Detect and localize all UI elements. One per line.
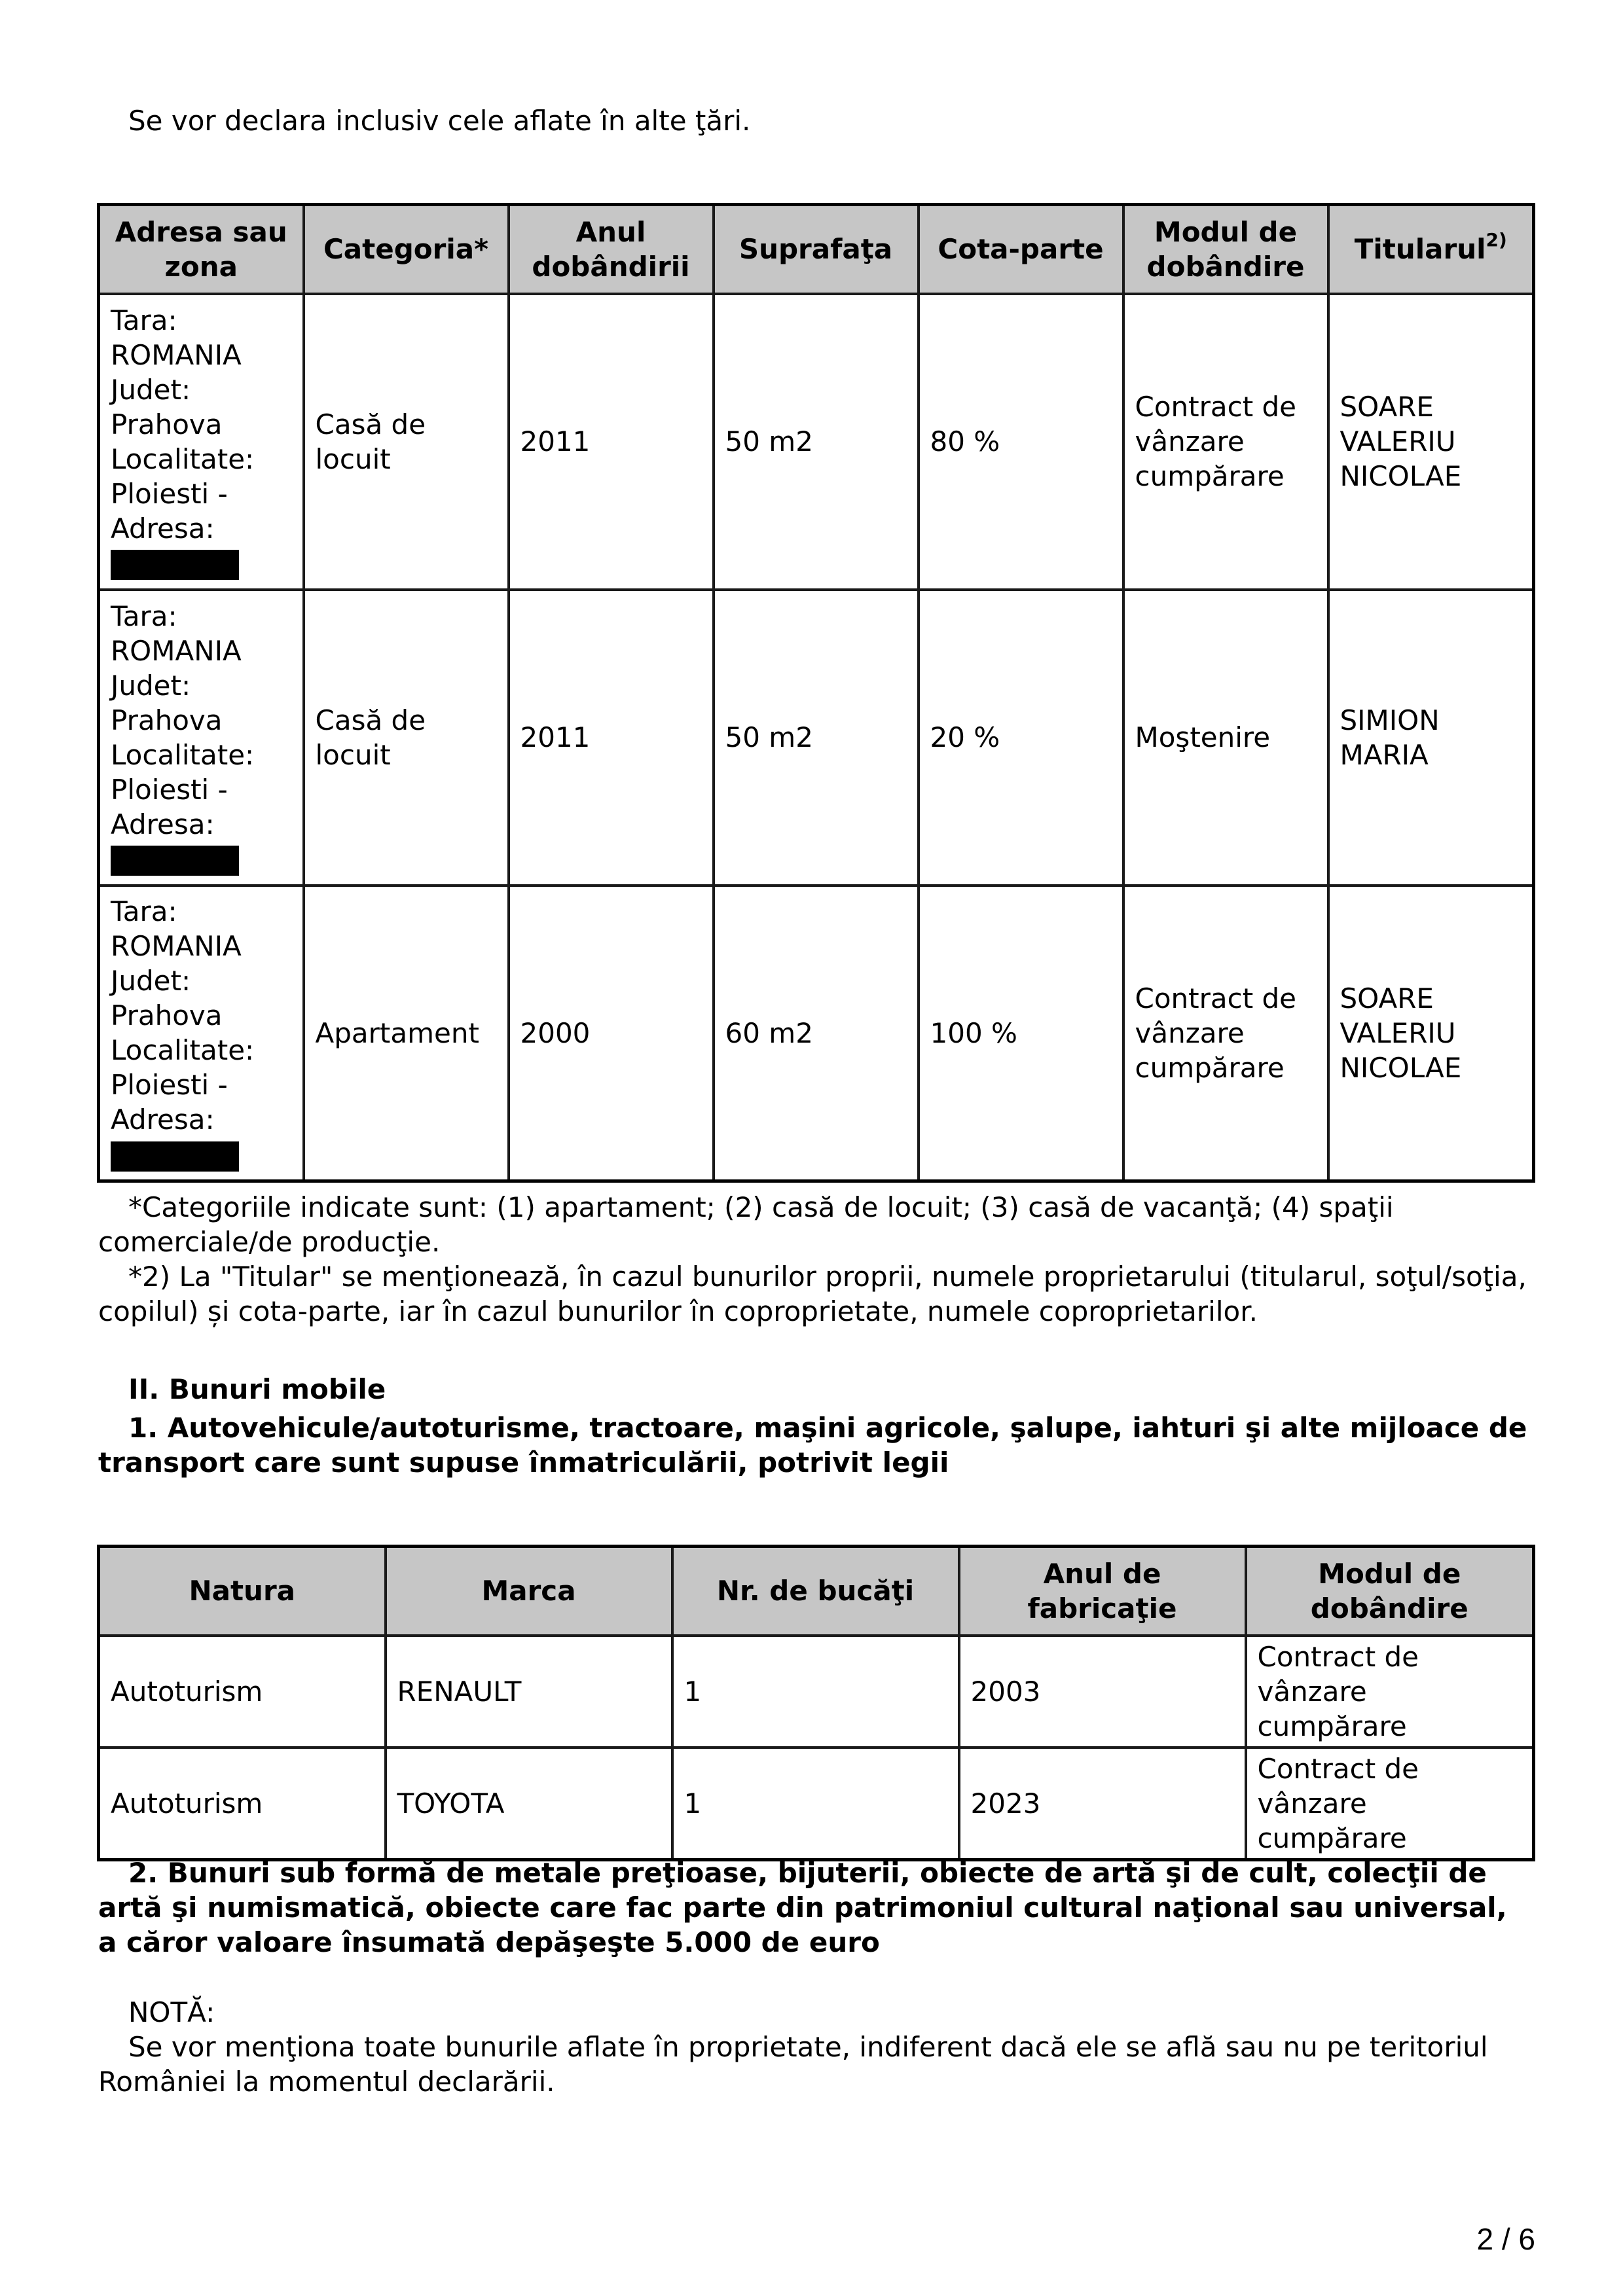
- page-number: 2 / 6: [1476, 2222, 1535, 2256]
- area-cell: 60 m2: [714, 886, 919, 1181]
- header-acquisition: Modul de dobândire: [1246, 1547, 1534, 1636]
- table-header-row: [99, 1547, 1534, 1636]
- table-row: [99, 1636, 1534, 1748]
- intro-note: Se vor declara inclusiv cele aflate în alte ţări.: [128, 105, 751, 137]
- share-cell: 80 %: [919, 294, 1123, 590]
- vehicles-table: [97, 1545, 1535, 1861]
- brand-cell: TOYOTA: [386, 1748, 672, 1860]
- table-row: [99, 294, 1534, 590]
- subsection-valuables-title: 2. Bunuri sub formă de metale preţioase, bijuterii, obiecte de artă şi de cult, colecţii de artă şi numismatică, obiecte care fac parte din patrimoniul cultural naţional sau universal, a căror valoare însumată depăşeşte 5.000 de euro: [98, 1857, 1507, 1958]
- owner-cell: SOARE VALERIU NICOLAE: [1328, 294, 1534, 590]
- category-cell: Casă de locuit: [304, 294, 509, 590]
- acquisition-cell: Contract de vânzare cumpărare: [1123, 886, 1328, 1181]
- header-share: Cota-parte: [919, 205, 1123, 294]
- nota-text: Se vor menţiona toate bunurile aflate în proprietate, indiferent dacă ele se află sau nu pe teritoriul României la momentul declarării.: [98, 2031, 1488, 2098]
- manufacture-year-cell: 2003: [959, 1636, 1246, 1748]
- acquisition-cell: Contract de vânzare cumpărare: [1246, 1636, 1534, 1748]
- area-cell: 50 m2: [714, 294, 919, 590]
- share-cell: 100 %: [919, 886, 1123, 1181]
- brand-cell: RENAULT: [386, 1636, 672, 1748]
- share-cell: 20 %: [919, 590, 1123, 886]
- footnote-categories: *Categoriile indicate sunt: (1) apartament; (2) casă de locuit; (3) casă de vacanţă; (4) spaţii comerciale/de producţie.: [98, 1191, 1394, 1258]
- table-row: [99, 886, 1534, 1181]
- count-cell: 1: [672, 1636, 959, 1748]
- nature-cell: Autoturism: [99, 1748, 386, 1860]
- year-cell: 2000: [509, 886, 714, 1181]
- header-category: Categoria*: [304, 205, 509, 294]
- acquisition-cell: Contract de vânzare cumpărare: [1123, 294, 1328, 590]
- owner-cell: SOARE VALERIU NICOLAE: [1328, 886, 1534, 1181]
- subsection-vehicles-title: 1. Autovehicule/autoturisme, tractoare, maşini agricole, şalupe, iahturi şi alte mijloace de transport care sunt supuse înmatriculării, potrivit legii: [98, 1412, 1527, 1479]
- header-address: Adresa sau zona: [99, 205, 304, 294]
- footnote-titular: *2) La "Titular" se menţionează, în cazul bunurilor proprii, numele proprietarului (titularul, soţul/soţia, copilul) și cota-parte, iar în cazul bunurilor în coproprietate, numele coproprietarilor.: [98, 1261, 1527, 1327]
- header-manufacture-year: Anul de fabricaţie: [959, 1547, 1246, 1636]
- header-count: Nr. de bucăţi: [672, 1547, 959, 1636]
- category-cell: Apartament: [304, 886, 509, 1181]
- header-owner: Titularul$^{2)}$: [1328, 205, 1534, 294]
- header-brand: Marca: [386, 1547, 672, 1636]
- redaction-bar: [111, 1141, 239, 1172]
- header-acquisition: Modul de dobândire: [1123, 205, 1328, 294]
- section-title: II. Bunuri mobile: [128, 1373, 386, 1405]
- count-cell: 1: [672, 1748, 959, 1860]
- redaction-bar: [111, 846, 239, 876]
- real-estate-table: [97, 203, 1535, 1183]
- table-row: [99, 1748, 1534, 1860]
- acquisition-cell: Contract de vânzare cumpărare: [1246, 1748, 1534, 1860]
- address-cell: Tara: ROMANIA Judet: Prahova Localitate: Ploiesti - Adresa:: [99, 294, 304, 590]
- header-area: Suprafaţa: [714, 205, 919, 294]
- acquisition-cell: Moştenire: [1123, 590, 1328, 886]
- area-cell: 50 m2: [714, 590, 919, 886]
- header-nature: Natura: [99, 1547, 386, 1636]
- nota-label: NOTĂ:: [128, 1996, 215, 2028]
- address-cell: Tara: ROMANIA Judet: Prahova Localitate: Ploiesti - Adresa:: [99, 590, 304, 886]
- owner-cell: SIMION MARIA: [1328, 590, 1534, 886]
- redaction-bar: [111, 550, 239, 580]
- header-year: Anul dobândirii: [509, 205, 714, 294]
- year-cell: 2011: [509, 590, 714, 886]
- year-cell: 2011: [509, 294, 714, 590]
- address-cell: Tara: ROMANIA Judet: Prahova Localitate: Ploiesti - Adresa:: [99, 886, 304, 1181]
- table-row: [99, 590, 1534, 886]
- table-header-row: [99, 205, 1534, 294]
- manufacture-year-cell: 2023: [959, 1748, 1246, 1860]
- nature-cell: Autoturism: [99, 1636, 386, 1748]
- category-cell: Casă de locuit: [304, 590, 509, 886]
- footnote-marker: 2): [1486, 229, 1507, 251]
